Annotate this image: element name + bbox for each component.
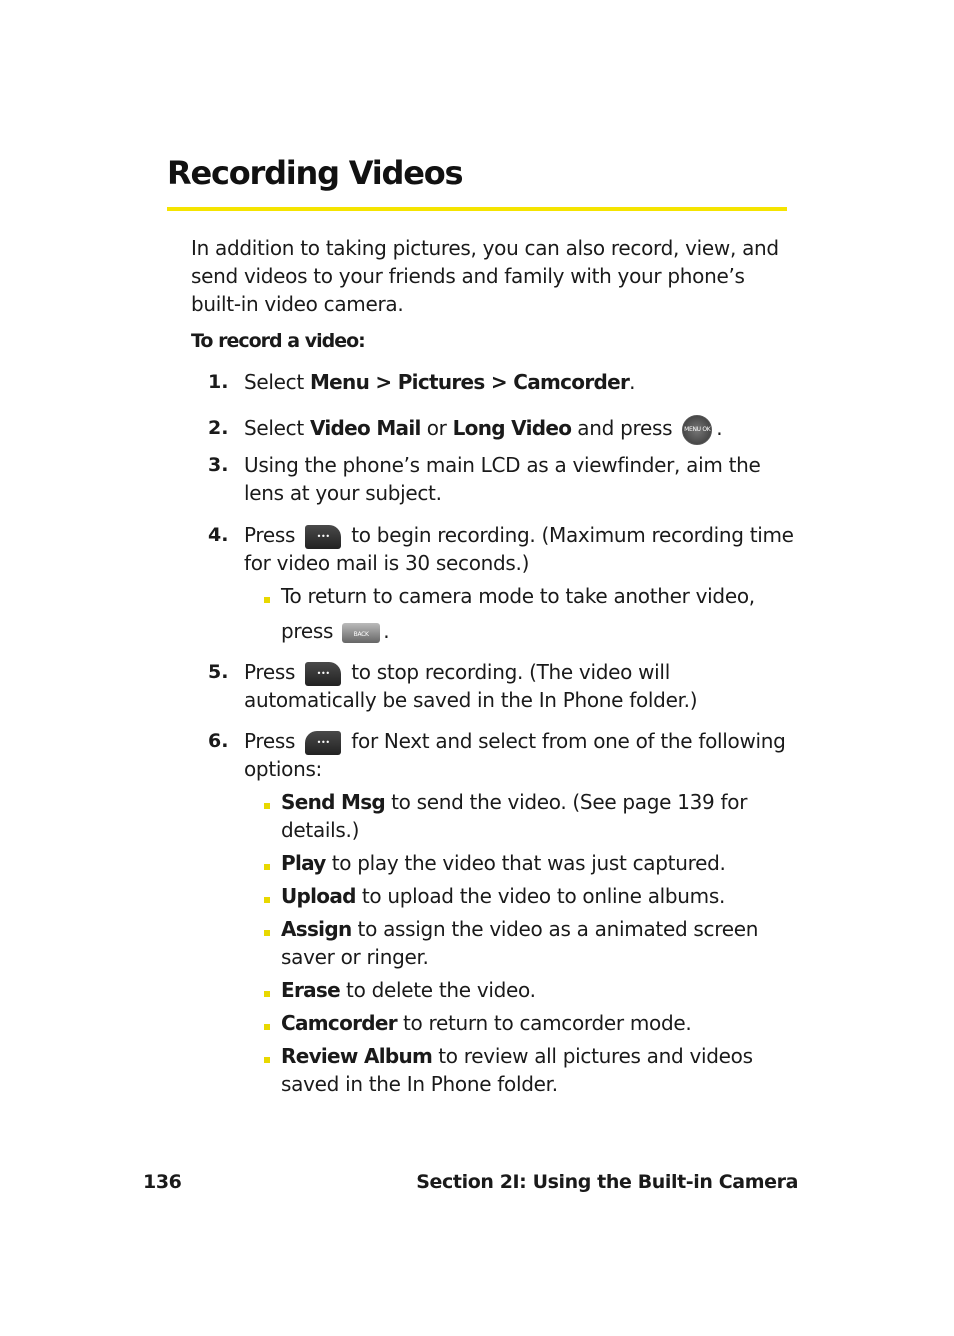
option-review-album-line-2: saved in the In Phone folder.	[281, 1072, 558, 1096]
bullet-icon	[264, 1024, 270, 1030]
step-4-line-1: Press ••• to begin recording. (Maximum recording time	[244, 523, 794, 547]
intro-line-2: send videos to your friends and family with your phone’s	[191, 264, 745, 288]
bullet-icon	[264, 803, 270, 809]
menu-ok-key-icon: MENU OK	[682, 415, 712, 445]
option-send-msg-line-2: details.)	[281, 818, 360, 842]
option-upload: Upload to upload the video to online albums.	[281, 884, 726, 908]
step-6-number: 6.	[208, 730, 229, 752]
page-title: Recording Videos	[167, 154, 463, 192]
bullet-icon	[264, 1057, 270, 1063]
bullet-icon	[264, 930, 270, 936]
step-1-text: Select Menu > Pictures > Camcorder.	[244, 370, 636, 394]
intro-line-3: built-in video camera.	[191, 292, 404, 316]
section-title: Section 2I: Using the Built-in Camera	[416, 1171, 798, 1193]
option-send-msg: Send Msg to send the video. (See page 139 for	[281, 790, 748, 814]
step-1-number: 1.	[208, 371, 229, 393]
intro-line-1: In addition to taking pictures, you can also record, view, and	[191, 236, 779, 260]
step-3-line-1: Using the phone’s main LCD as a viewfinder, aim the	[244, 453, 761, 477]
left-softkey-icon: •••	[305, 525, 341, 549]
step-4-bullet-line-1: To return to camera mode to take another video,	[281, 584, 755, 608]
bullet-icon	[264, 897, 270, 903]
subheading: To record a video:	[191, 330, 365, 352]
step-5-line-1: Press ••• to stop recording. (The video will	[244, 660, 670, 684]
option-erase: Erase to delete the video.	[281, 978, 536, 1002]
step-4-bullet-line-2: press BACK .	[281, 619, 390, 643]
right-softkey-icon: •••	[305, 731, 341, 755]
page-number: 136	[143, 1171, 182, 1193]
option-camcorder: Camcorder to return to camcorder mode.	[281, 1011, 692, 1035]
bullet-icon	[264, 597, 270, 603]
step-3-line-2: lens at your subject.	[244, 481, 442, 505]
step-6-line-1: Press ••• for Next and select from one of the following	[244, 729, 786, 753]
option-play: Play to play the video that was just captured.	[281, 851, 726, 875]
back-key-icon: BACK	[342, 623, 380, 643]
step-2-number: 2.	[208, 417, 229, 439]
step-6-line-2: options:	[244, 757, 323, 781]
step-4-line-2: for video mail is 30 seconds.)	[244, 551, 530, 575]
step-5-number: 5.	[208, 661, 229, 683]
step-3-number: 3.	[208, 454, 229, 476]
option-assign-line-2: saver or ringer.	[281, 945, 429, 969]
bullet-icon	[264, 991, 270, 997]
step-4-number: 4.	[208, 524, 229, 546]
bullet-icon	[264, 864, 270, 870]
title-underline	[167, 207, 787, 211]
step-5-line-2: automatically be saved in the In Phone folder.)	[244, 688, 698, 712]
left-softkey-icon: •••	[305, 662, 341, 686]
option-assign: Assign to assign the video as a animated screen	[281, 917, 759, 941]
option-review-album: Review Album to review all pictures and videos	[281, 1044, 753, 1068]
step-2-text: Select Video Mail or Long Video and press MENU OK .	[244, 414, 722, 445]
